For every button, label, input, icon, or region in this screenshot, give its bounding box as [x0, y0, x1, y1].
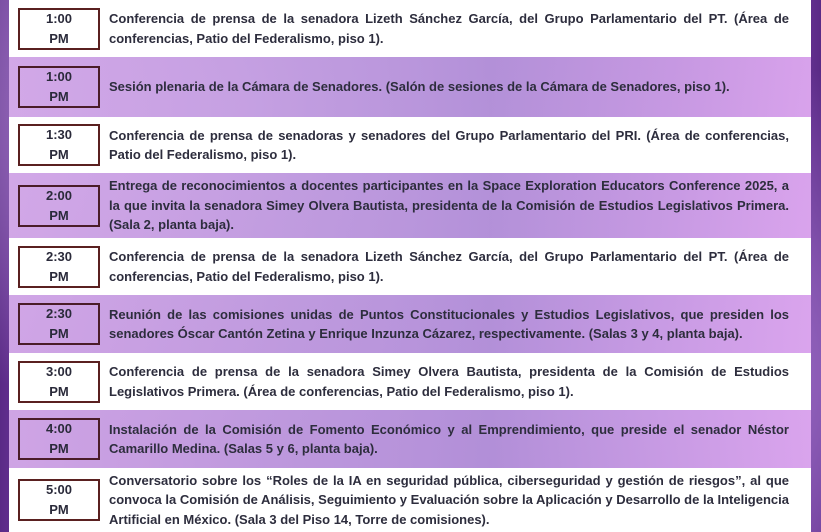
time-badge [18, 246, 100, 288]
event-description: Conferencia de prensa de senadoras y senadores del Grupo Parlamentario del PRI. (Área de conferencias, Patio del Federalismo, piso 1). [109, 127, 789, 162]
event-schedule [9, 0, 811, 532]
time-hour: 2:30 [45, 248, 73, 264]
event-description: Conferencia de prensa de la senadora Lizeth Sánchez García, del Grupo Parlamentario del PT. (Área de conferencias, Patio del Federalismo, piso 1). [109, 249, 789, 284]
time-period: PM [49, 147, 69, 162]
event-row [9, 173, 811, 238]
event-row [9, 57, 811, 117]
time-period: PM [49, 30, 69, 46]
time-badge [18, 185, 100, 227]
time-period: PM [49, 89, 69, 104]
event-description: Conferencia de prensa de la senadora Simey Olvera Bautista, presidenta de la Comisión de Estudios Legislativos Primera. (Área de conferencias, Patio del Federalismo, piso 1). [109, 364, 789, 399]
event-description: Reunión de las comisiones unidas de Puntos Constitucionales y Estudios Legislativos, que presiden los senadores Óscar Cantón Zetina y Enrique Inzunza Cázarez, respectivamente. (Salas 3 y 4, planta baja). [109, 306, 789, 341]
event-row [9, 410, 811, 468]
event-description: Instalación de la Comisión de Fomento Económico y al Emprendimiento, que preside el senador Néstor Camarillo Medina. (Salas 5 y 6, planta baja). [109, 421, 789, 456]
time-cell [9, 353, 109, 410]
time-hour: 2:00 [45, 187, 73, 203]
time-badge [18, 66, 100, 108]
event-row [9, 353, 811, 410]
time-period: PM [49, 207, 69, 223]
time-hour: 4:00 [45, 421, 73, 436]
time-badge [18, 303, 100, 345]
time-badge [18, 8, 100, 50]
time-badge [18, 479, 100, 521]
event-row [9, 295, 811, 353]
time-hour: 2:30 [45, 306, 73, 321]
time-period: PM [49, 268, 69, 284]
time-cell [9, 295, 109, 353]
time-cell [9, 410, 109, 468]
time-hour: 5:00 [45, 482, 73, 497]
event-row [9, 238, 811, 295]
time-period: PM [49, 383, 69, 399]
time-period: PM [49, 441, 69, 456]
time-cell [9, 0, 109, 57]
time-cell [9, 468, 109, 532]
event-row [9, 117, 811, 173]
time-badge [18, 124, 100, 166]
event-description: Entrega de reconocimientos a docentes participantes en la Space Exploration Educators Conference 2025, a la que invita la senadora Simey Olvera Bautista, presidenta de la Comisión de Estudios Legislativos Primera. (Sala 2, planta baja). [109, 178, 789, 233]
event-row [9, 468, 811, 532]
event-row [9, 0, 811, 57]
time-period: PM [49, 502, 69, 517]
time-cell [9, 117, 109, 173]
time-badge [18, 361, 100, 403]
time-cell [9, 238, 109, 295]
event-description: Conferencia de prensa de la senadora Lizeth Sánchez García, del Grupo Parlamentario del PT. (Área de conferencias, Patio del Federalismo, piso 1). [109, 11, 789, 46]
time-hour: 1:00 [45, 69, 73, 84]
time-badge [18, 418, 100, 460]
event-description: Sesión plenaria de la Cámara de Senadores. (Salón de sesiones de la Cámara de Senadores, piso 1). [109, 79, 730, 95]
time-period: PM [49, 326, 69, 341]
event-description: Conversatorio sobre los “Roles de la IA en seguridad pública, ciberseguridad y gestión de riesgos”, al que convoca la Comisión de Análisis, Seguimiento y Evaluación sobre la Aplicación y Desarrollo de la Inteligencia Artificial en México. (Sala 3 del Piso 14, Torre de comisiones). [109, 472, 789, 527]
time-hour: 1:30 [45, 127, 73, 142]
time-cell [9, 57, 109, 117]
time-hour: 3:00 [45, 363, 73, 379]
time-hour: 1:00 [45, 10, 73, 26]
time-cell [9, 173, 109, 238]
